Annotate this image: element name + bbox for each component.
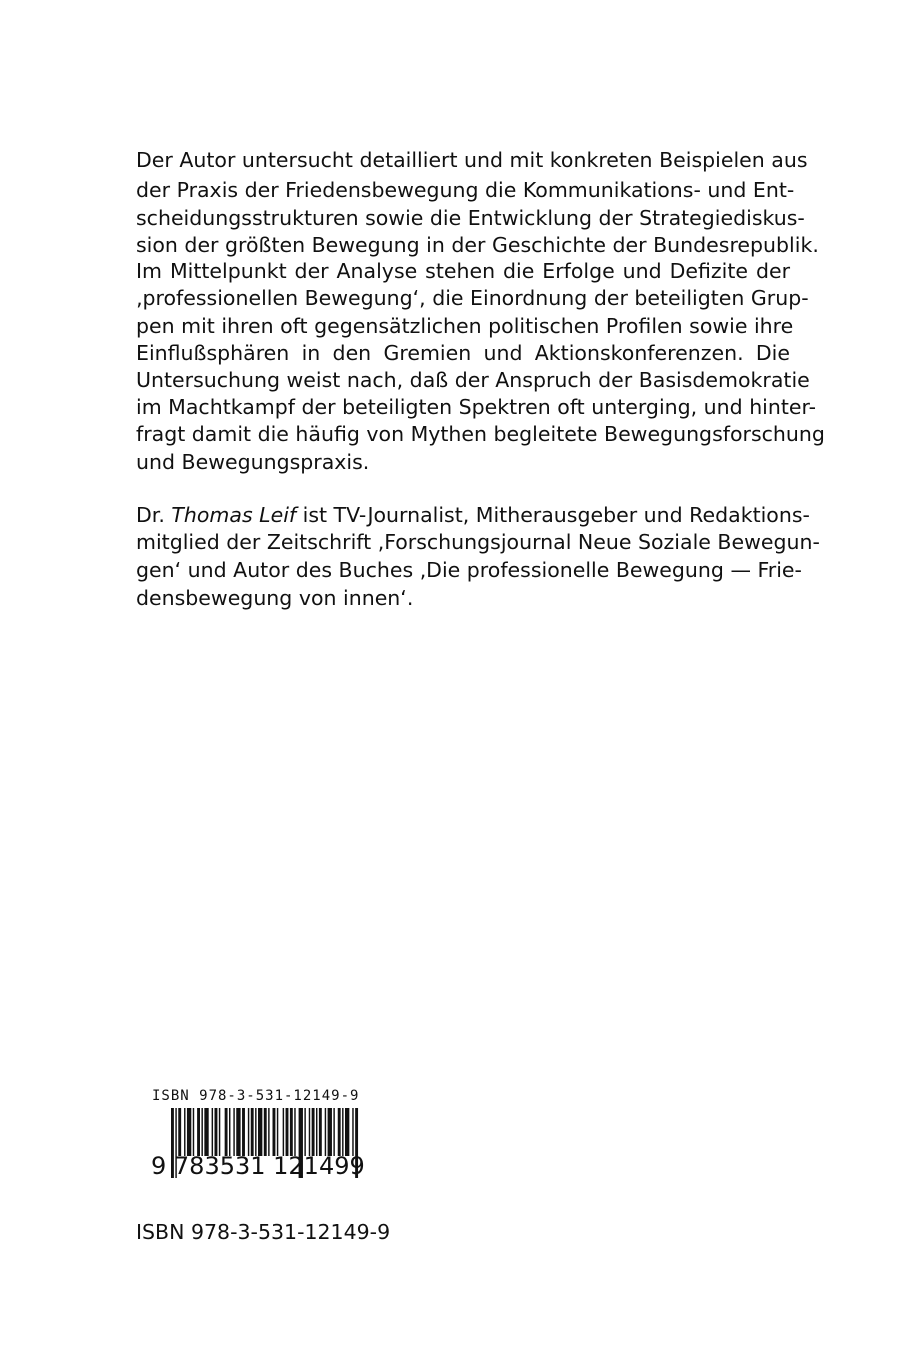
text-line: Im Mittelpunkt der Analyse stehen die Erfolge und Defizite der	[136, 259, 790, 283]
text-line: densbewegung von innen‘.	[136, 586, 414, 610]
text-line: ‚professionellen Bewegung‘, die Einordnung der beteiligten Grup-	[136, 286, 809, 310]
text-line: Untersuchung weist nach, daß der Anspruch der Basisdemokratie	[136, 368, 810, 392]
text-line: pen mit ihren oft gegensätzlichen politischen Profilen sowie ihre	[136, 314, 794, 338]
author-prefix: Dr.	[136, 503, 172, 527]
text-line: scheidungsstrukturen sowie die Entwicklung der Strategiediskus-	[136, 206, 805, 230]
barcode-isbn-label: ISBN 978-3-531-12149-9	[152, 1088, 360, 1104]
author-name: Thomas Leif	[171, 503, 297, 527]
barcode-digits: 9 783531 121499	[151, 1152, 365, 1180]
isbn-footer: ISBN 978-3-531-12149-9	[136, 1220, 391, 1244]
text-line: und Bewegungspraxis.	[136, 450, 370, 474]
text-line: mitglied der Zeitschrift ‚Forschungsjournal Neue Soziale Bewegun-	[136, 530, 820, 554]
text-line: der Praxis der Friedensbewegung die Kommunikations- und Ent-	[136, 178, 795, 202]
text-line: gen‘ und Autor des Buches ‚Die professionelle Bewegung — Frie-	[136, 558, 802, 582]
text-line	[136, 500, 810, 530]
author-description: ist TV-Journalist, Mitherausgeber und Redaktions-	[296, 503, 810, 527]
text-line: sion der größten Bewegung in der Geschichte der Bundesrepublik.	[136, 233, 819, 257]
text-line: Der Autor untersucht detailliert und mit konkreten Beispielen aus	[136, 148, 808, 172]
text-line: fragt damit die häufig von Mythen begleitete Bewegungsforschung	[136, 422, 825, 446]
text-line: im Machtkampf der beteiligten Spektren oft unterging, und hinter-	[136, 395, 817, 419]
text-line: Einflußsphären in den Gremien und Aktionskonferenzen. Die	[136, 341, 790, 365]
